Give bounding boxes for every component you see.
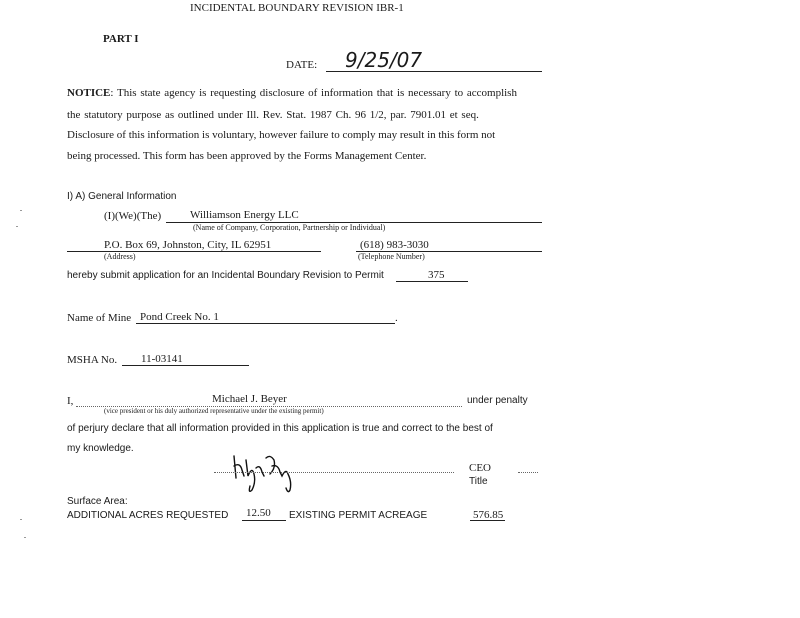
title-mark bbox=[518, 472, 538, 473]
permit-number[interactable]: 375 bbox=[428, 269, 445, 281]
permit-acreage-underline bbox=[470, 520, 505, 521]
permit-acreage-label: EXISTING PERMIT ACREAGE bbox=[289, 510, 428, 521]
date-value[interactable]: 9/25/07 bbox=[345, 48, 423, 72]
phone-caption: (Telephone Number) bbox=[358, 252, 425, 261]
msha-number[interactable]: 11-03141 bbox=[141, 353, 183, 365]
signature-image bbox=[226, 446, 304, 496]
submit-text: hereby submit application for an Incidental Boundary Revision to Permit bbox=[67, 270, 384, 281]
company-prefix: (I)(We)(The) bbox=[104, 210, 162, 222]
acres-requested-value[interactable]: 12.50 bbox=[246, 507, 271, 519]
title-value[interactable]: CEO bbox=[469, 462, 491, 474]
address-caption: (Address) bbox=[104, 252, 136, 261]
notice-line-2: the statutory purpose as outlined under Ill. Rev. Stat. 1987 Ch. 96 1/2, par. 7901.01 et seq. bbox=[67, 109, 479, 121]
msha-label: MSHA No. bbox=[67, 354, 118, 366]
declarant-name[interactable]: Michael J. Beyer bbox=[212, 393, 287, 405]
acres-requested-label: ADDITIONAL ACRES REQUESTED bbox=[67, 510, 229, 521]
permit-underline bbox=[396, 281, 468, 282]
notice-text-1: : This state agency is requesting disclosure of information that is necessary to accomplish bbox=[110, 87, 517, 99]
mine-label: Name of Mine bbox=[67, 312, 132, 324]
surface-area-label: Surface Area: bbox=[67, 496, 128, 507]
notice-line-3: Disclosure of this information is voluntary, however failure to comply may result in this form not bbox=[67, 129, 496, 141]
permit-acreage-value[interactable]: 576.85 bbox=[473, 509, 504, 521]
mine-suffix: . bbox=[395, 312, 398, 324]
phone-value[interactable]: (618) 983-3030 bbox=[360, 239, 429, 251]
scan-speck bbox=[16, 226, 18, 227]
general-info-heading: I) A) General Information bbox=[67, 191, 177, 202]
acres-underline bbox=[242, 520, 286, 521]
msha-underline bbox=[122, 365, 249, 366]
scan-speck bbox=[20, 519, 22, 520]
declaration-line-2: of perjury declare that all information provided in this application is true and correct to the best of bbox=[67, 423, 493, 434]
mine-name[interactable]: Pond Creek No. 1 bbox=[140, 311, 219, 323]
part-heading: PART I bbox=[103, 33, 139, 45]
scan-speck bbox=[20, 210, 22, 211]
declaration-suffix: under penalty bbox=[467, 395, 528, 406]
declaration-line-3: my knowledge. bbox=[67, 443, 134, 454]
date-underline bbox=[326, 71, 542, 72]
title-label: Title bbox=[469, 476, 488, 487]
address-value[interactable]: P.O. Box 69, Johnston, City, IL 62951 bbox=[104, 239, 272, 251]
notice-line-4: being processed. This form has been approved by the Forms Management Center. bbox=[67, 150, 427, 162]
company-caption: (Name of Company, Corporation, Partnership or Individual) bbox=[193, 223, 386, 232]
notice-label: NOTICE bbox=[67, 87, 111, 99]
mine-underline bbox=[136, 323, 395, 324]
declarant-caption: (vice president or his duly authorized representative under the existing permit) bbox=[104, 407, 324, 415]
company-name[interactable]: Williamson Energy LLC bbox=[190, 209, 299, 221]
scan-speck bbox=[24, 537, 26, 538]
declaration-prefix: I, bbox=[67, 395, 74, 407]
notice-line-1 bbox=[67, 87, 517, 99]
signature-underline bbox=[214, 472, 454, 473]
date-label: DATE: bbox=[286, 59, 318, 71]
form-title: INCIDENTAL BOUNDARY REVISION IBR-1 bbox=[190, 2, 404, 14]
